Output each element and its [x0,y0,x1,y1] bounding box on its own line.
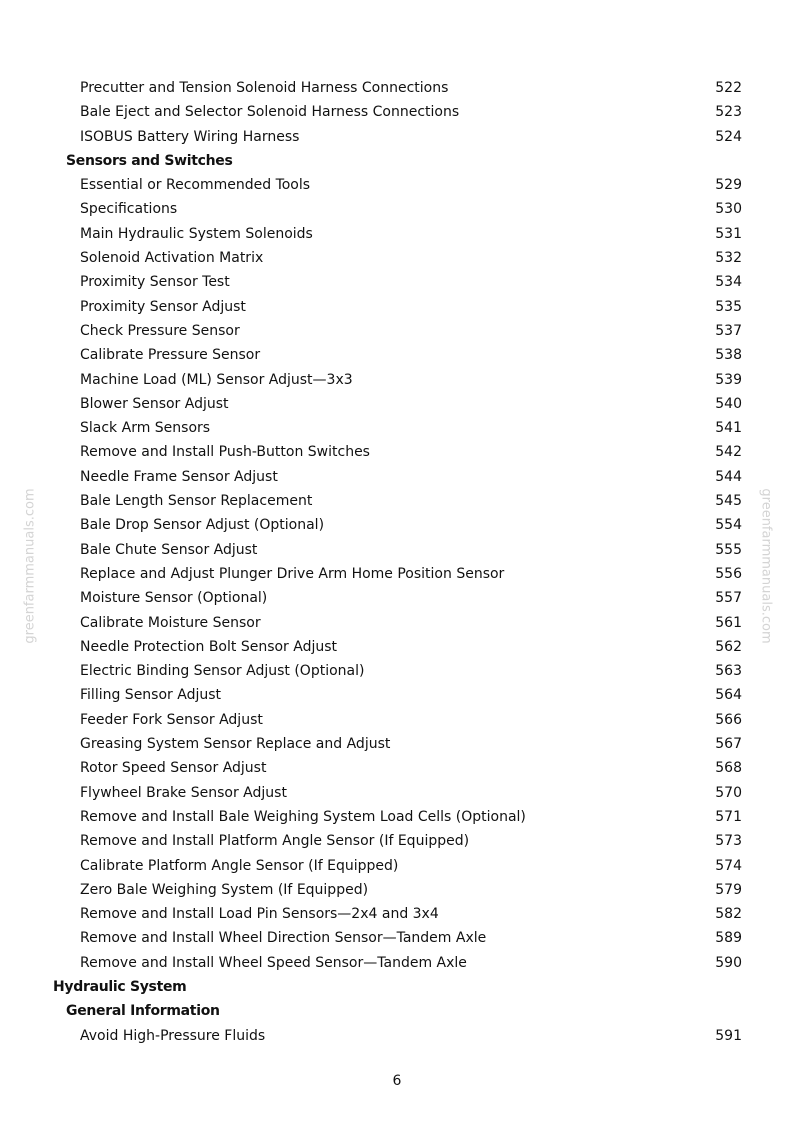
toc-entry-page: 555 [715,541,742,558]
toc-entry-title: Remove and Install Wheel Direction Sensor—Tandem Axle [80,930,487,947]
toc-entry-title: Feeder Fork Sensor Adjust [80,711,263,728]
toc-entry-title: Remove and Install Wheel Speed Sensor—Tandem Axle [80,954,467,971]
toc-entry-page: 556 [715,565,742,582]
toc-entry[interactable] [0,635,794,659]
toc-entry-title: General Information [66,1003,220,1020]
toc-entry-page: 557 [715,590,742,607]
toc-entry[interactable] [0,76,794,100]
toc-entry-title: Remove and Install Push-Button Switches [80,444,370,461]
toc-entry-title: Flywheel Brake Sensor Adjust [80,784,287,801]
toc-entry[interactable] [0,708,794,732]
toc-entry[interactable] [0,1024,794,1048]
toc-entry[interactable] [0,319,794,343]
toc-entry[interactable] [0,465,794,489]
toc-entry-title: Remove and Install Load Pin Sensors—2x4 and 3x4 [80,906,439,923]
toc-entry-page: 541 [715,420,742,437]
toc-entry[interactable] [0,659,794,683]
toc-entry[interactable] [0,100,794,124]
toc-entry[interactable] [0,343,794,367]
toc-entry[interactable] [0,586,794,610]
table-of-contents [0,76,794,1048]
toc-entry-page: 531 [715,225,742,242]
toc-entry-title: Main Hydraulic System Solenoids [80,225,313,242]
toc-entry-page: 567 [715,736,742,753]
toc-entry-title: Moisture Sensor (Optional) [80,590,268,607]
toc-entry-page: 562 [715,638,742,655]
toc-entry-page: 524 [715,128,742,145]
toc-entry-title: Replace and Adjust Plunger Drive Arm Home Position Sensor [80,565,505,582]
toc-entry-title: Electric Binding Sensor Adjust (Optional) [80,663,365,680]
toc-entry-title: ISOBUS Battery Wiring Harness [80,128,300,145]
toc-entry[interactable] [0,368,794,392]
toc-entry[interactable] [0,951,794,975]
toc-entry[interactable] [0,878,794,902]
toc-entry-title: Calibrate Moisture Sensor [80,614,261,631]
toc-entry-title: Avoid High-Pressure Fluids [80,1027,266,1044]
toc-entry-page: 561 [715,614,742,631]
toc-entry[interactable] [0,270,794,294]
toc-entry[interactable] [0,562,794,586]
toc-section-heading[interactable] [0,149,794,173]
toc-entry[interactable] [0,125,794,149]
toc-entry-page: 573 [715,833,742,850]
toc-entry-page: 574 [715,857,742,874]
toc-entry-title: Machine Load (ML) Sensor Adjust—3x3 [80,371,353,388]
toc-entry[interactable] [0,197,794,221]
toc-entry-page: 522 [715,80,742,96]
side-watermark-right: greenfarmmanuals.com [758,488,774,644]
toc-entry-title: Solenoid Activation Matrix [80,250,264,267]
toc-entry-page: 537 [715,322,742,339]
toc-entry-page: 534 [715,274,742,291]
toc-entry[interactable] [0,926,794,950]
toc-entry-page: 539 [715,371,742,388]
side-watermark-left: greenfarmmanuals.com [22,488,38,644]
toc-entry[interactable] [0,440,794,464]
toc-entry[interactable] [0,756,794,780]
toc-section-heading[interactable] [0,999,794,1023]
toc-entry-title: Needle Frame Sensor Adjust [80,468,278,485]
toc-entry[interactable] [0,173,794,197]
toc-entry[interactable] [0,781,794,805]
toc-entry[interactable] [0,805,794,829]
toc-entry-title: Hydraulic System [53,978,187,995]
toc-entry-page: 589 [715,930,742,947]
toc-entry-title: Check Pressure Sensor [80,322,240,339]
toc-entry-page: 545 [715,493,742,510]
toc-entry-title: Remove and Install Bale Weighing System Load Cells (Optional) [80,808,526,825]
toc-entry-title: Sensors and Switches [66,152,233,169]
toc-entry-title: Bale Drop Sensor Adjust (Optional) [80,517,325,534]
toc-entry-page: 538 [715,347,742,364]
toc-entry-page: 582 [715,906,742,923]
toc-entry[interactable] [0,538,794,562]
toc-entry-title: Zero Bale Weighing System (If Equipped) [80,881,369,898]
toc-entry-title: Bale Eject and Selector Solenoid Harness Connections [80,104,460,121]
toc-entry-title: Needle Protection Bolt Sensor Adjust [80,638,338,655]
toc-entry-page: 571 [715,808,742,825]
toc-entry-page: 554 [715,517,742,534]
toc-entry-page: 540 [715,395,742,412]
toc-entry-page: 529 [715,177,742,194]
toc-entry-page: 564 [715,687,742,704]
toc-entry-page: 570 [715,784,742,801]
toc-entry-title: Specifications [80,201,178,218]
toc-entry[interactable] [0,513,794,537]
toc-entry-title: Proximity Sensor Adjust [80,298,246,315]
toc-entry-title: Essential or Recommended Tools [80,177,311,194]
toc-entry-page: 523 [715,104,742,121]
toc-entry[interactable] [0,295,794,319]
toc-entry-title: Proximity Sensor Test [80,274,230,291]
toc-entry-page: 566 [715,711,742,728]
toc-entry[interactable] [0,683,794,707]
toc-entry[interactable] [0,854,794,878]
toc-entry[interactable] [0,902,794,926]
toc-entry[interactable] [0,732,794,756]
toc-entry[interactable] [0,611,794,635]
toc-entry-page: 542 [715,444,742,461]
toc-entry-page: 530 [715,201,742,218]
toc-entry[interactable] [0,829,794,853]
toc-entry[interactable] [0,246,794,270]
toc-entry-title: Calibrate Pressure Sensor [80,347,261,364]
toc-entry-page: 579 [715,881,742,898]
toc-entry-title: Calibrate Platform Angle Sensor (If Equipped) [80,857,399,874]
toc-entry[interactable] [0,392,794,416]
toc-entry-page: 590 [715,954,742,971]
toc-entry-title: Precutter and Tension Solenoid Harness Connections [80,80,449,96]
toc-entry-page: 591 [715,1027,742,1044]
toc-entry-title: Bale Length Sensor Replacement [80,493,313,510]
toc-entry-page: 544 [715,468,742,485]
toc-section-heading[interactable] [0,975,794,999]
toc-entry[interactable] [0,222,794,246]
toc-entry-title: Slack Arm Sensors [80,420,211,437]
toc-entry-page: 563 [715,663,742,680]
toc-entry-title: Filling Sensor Adjust [80,687,222,704]
toc-entry-page: 568 [715,760,742,777]
toc-entry-title: Greasing System Sensor Replace and Adjust [80,736,391,753]
toc-entry[interactable] [0,416,794,440]
toc-entry-page: 535 [715,298,742,315]
toc-entry[interactable] [0,489,794,513]
toc-entry-title: Remove and Install Platform Angle Sensor (If Equipped) [80,833,470,850]
toc-entry-title: Bale Chute Sensor Adjust [80,541,258,558]
toc-entry-page: 532 [715,250,742,267]
toc-entry-title: Blower Sensor Adjust [80,395,229,412]
page-number: 6 [392,1073,402,1089]
toc-entry-title: Rotor Speed Sensor Adjust [80,760,267,777]
